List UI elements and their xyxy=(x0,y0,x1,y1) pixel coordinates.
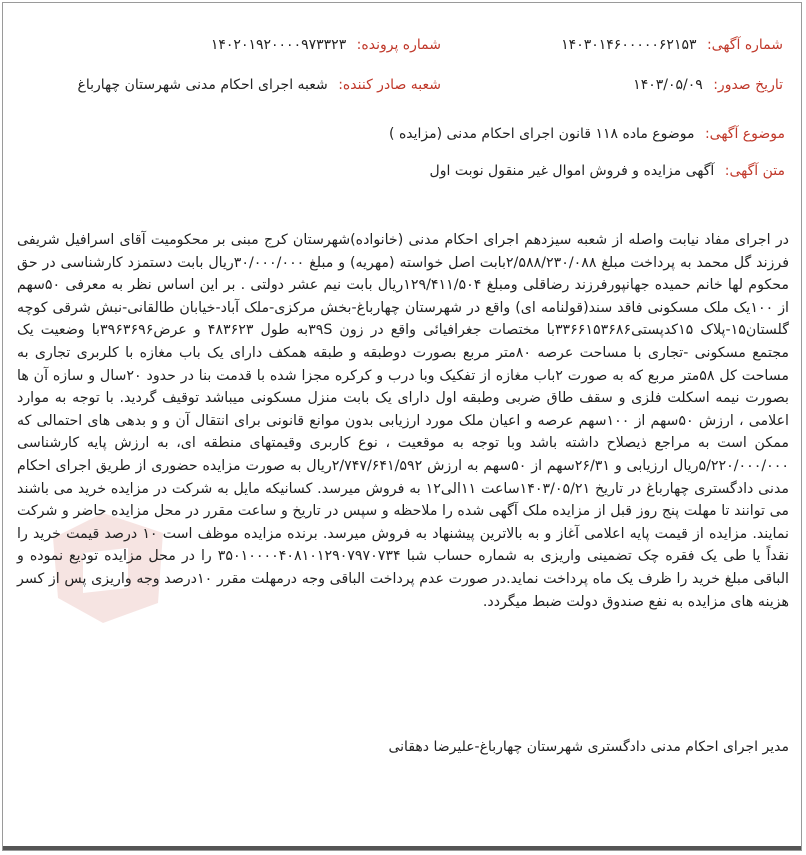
issue-date xyxy=(633,77,783,93)
notice-body: در اجرای مفاد نیابت واصله از شعبه سیزدهم اجرای احکام مدنی (خانواده)شهرستان کرج مبنی بر محکومیت آقای اسرافیل شریفی فرزند گل محمد به پرداخت مبلغ ۲/۵۸۸/۲۳۰/۰۸۸بابت اصل خواسته (مهریه) و مبلغ ۳۰/۰۰۰/۰۰۰ریال بابت دستمزد کارشناسی در حق محکوم لها خانم حمیده جهانپورفرزند رضاقلی ومبلغ ۱۲۹/۴۱۱/۵۰۴ریال بابت نیم عشر دولتی . بر این اساس نظر به معرفی ۵۰سهم از ۱۰۰یک ملک مسکونی فاقد سند(قولنامه ای) واقع در شهرستان چهارباغ-بخش مرکزی-ملک آباد-خیابان طالقانی-نبش شرقی کوچه گلستان۱۵-پلاک ۱۵کدپستی۳۳۶۶۱۵۳۶۸۶با مختصات جغرافیائی واقع در زون ۳۹Sبه طول ۴۸۳۶۲۳ و عرض۳۹۶۳۶۹۶با وضعیت یک مجتمع مسکونی -تجاری با مساحت عرصه ۸۰متر مربع بصورت دوطبقه و طبقه همکف دارای یک باب مغازه با کلربری تجاری به مساحت کل ۵۸متر مربع که به صورت ۲باب مغازه از تفکیک وبا درب و کرکره مجزا شده با قدمت بنا در حدود ۲۰سال و سازه آن ها بصورت نیمه اسکلت فلزی و سقف طاق ضربی وطبقه اول دارای یک بابت منزل مسکونی میباشد توقیف گردید. با توجه به موارد اعلامی ، ارزش ۵۰سهم از ۱۰۰سهم عرصه و اعیان ملک مورد ارزیابی بدون موانع قانونی برای انتقال آن و و بدهی های احتمالی که ممکن است به مراجع ذیصلاح داشته باشد وبا توجه به موقعیت ، نوع کاربری وقیمتهای منطقه ای، به ارزش پایه کارشناسی ۵/۲۲۰/۰۰۰/۰۰۰ریال ارزیابی و ۲۶/۳۱سهم از ۵۰سهم به ارزش ۲/۷۴۷/۶۴۱/۵۹۲ریال به صورت مزایده حضوری از طریق اجرای احکام مدنی دادگستری چهارباغ در تاریخ ۱۴۰۳/۰۵/۲۱ساعت ۱۱الی۱۲ به فروش میرسد. کسانیکه مایل به شرکت در مزایده خرید می باشند می توانند تا مهلت پنج روز قبل از مزایده ملک آگهی شده را ملاحظه و سپس در تاریخ و ساعت مقرر در محل مزایده حاضر و شرکت نمایند. مزایده از قیمت پایه اعلامی آغاز و به بالاترین پیشنهاد به فروش میرسد. برنده مزایده موظف است ۱۰ درصد قیمت خرید را نقداً یا طی یک فقره چک تضمینی واریزی به شماره حساب شبا ۳۵۰۱۰۰۰۰۴۰۸۱۰۱۲۹۰۷۹۷۰۷۳۴ را در محل مزایده تودیع نموده و الباقی مبلغ خرید را ظرف یک ماه پرداخت نماید.در صورت عدم پرداخت الباقی وجه درمهلت مقرر ۱۰درصد وجه واریزی پس از کسر هزینه های مزایده به نفع صندوق دولت ضبط میگردد. xyxy=(17,232,790,610)
case-number-label: شماره پرونده: xyxy=(356,37,441,53)
issuer xyxy=(78,77,442,93)
signature: مدیر اجرای احکام مدنی دادگستری شهرستان چهارباغ-علیرضا دهقانی xyxy=(388,739,789,755)
issuer-value: شعبه اجرای احکام مدنی شهرستان چهارباغ xyxy=(77,77,328,93)
issue-date-value: ۱۴۰۳/۰۵/۰۹ xyxy=(633,77,703,93)
notice-document xyxy=(2,2,802,851)
issuer-label: شعبه صادر کننده: xyxy=(338,77,441,93)
case-number xyxy=(211,37,441,53)
notice-number-label: شماره آگهی: xyxy=(706,37,783,53)
case-number-value: ۱۴۰۲۰۱۹۲۰۰۰۰۹۷۳۳۲۳ xyxy=(210,37,347,53)
notice-number xyxy=(561,37,783,53)
subject-value: موضوع ماده ۱۱۸ قانون اجرای احکام مدنی (مزایده ) xyxy=(389,126,695,142)
notice-title-label: متن آگهی: xyxy=(724,163,785,179)
bottom-border xyxy=(3,846,801,850)
notice-number-value: ۱۴۰۳۰۱۴۶۰۰۰۰۰۶۲۱۵۳ xyxy=(561,37,697,53)
notice-title-value: آگهی مزایده و فروش اموال غیر منقول نوبت اول xyxy=(429,163,715,179)
issue-date-label: تاریخ صدور: xyxy=(713,77,783,93)
subject-label: موضوع آگهی: xyxy=(704,126,785,142)
notice-title xyxy=(430,163,785,179)
subject xyxy=(389,126,785,142)
